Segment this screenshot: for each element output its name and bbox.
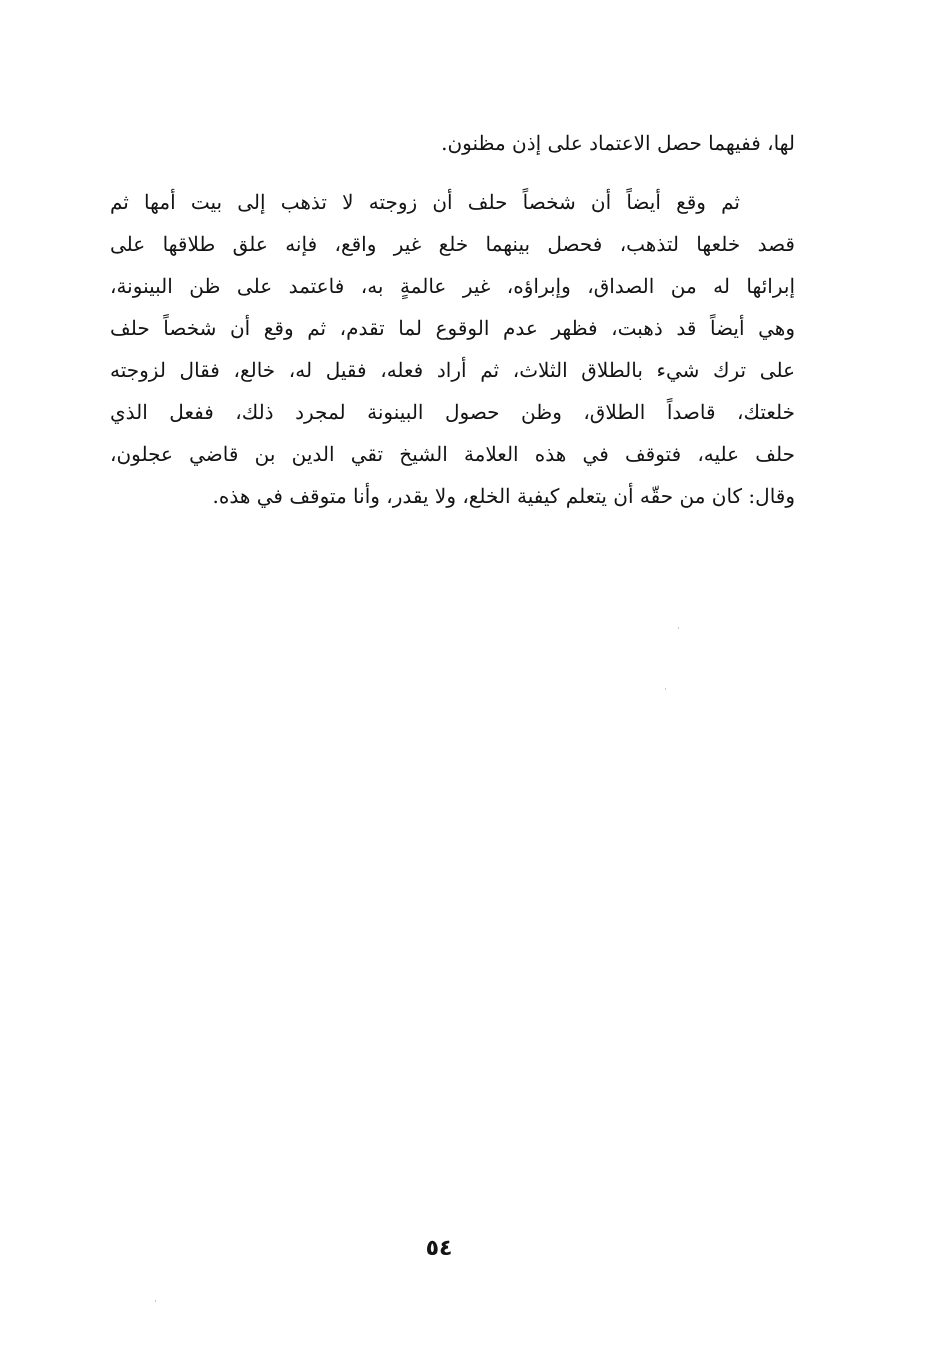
text-line: خلعتك، قاصداً الطلاق، وظن حصول البينونة لمجرد ذلك، ففعل الذي [110,400,795,424]
text-line: ثم وقع أيضاً أن شخصاً حلف أن زوجته لا تذهب إلى بيت أمها ثم [110,190,740,214]
scan-speck [155,1300,156,1302]
text-line: قصد خلعها لتذهب، فحصل بينهما خلع غير واقع، فإنه علق طلاقها على [110,232,795,256]
text-line: حلف عليه، فتوقف في هذه العلامة الشيخ تقي الدين بن قاضي عجلون، [110,442,795,466]
text-line: إبرائها له من الصداق، وإبراؤه، غير عالمةٍ به، فاعتمد على ظن البينونة، [110,274,795,298]
text-line: وقال: كان من حقّه أن يتعلم كيفية الخلع، ولا يقدر، وأنا متوقف في هذه. [212,484,795,508]
scan-speck [665,688,666,690]
text-line: على ترك شيء بالطلاق الثلاث، ثم أراد فعله، فقيل له، خالع، فقال لزوجته [110,358,795,382]
paragraph-1 [110,122,795,164]
text-line: وهي أيضاً قد ذهبت، فظهر عدم الوقوع لما تقدم، ثم وقع أن شخصاً حلف [110,316,795,340]
paragraph-2 [110,181,795,517]
page-number: ٥٤ [425,1236,453,1261]
text-line: لها، ففيهما حصل الاعتماد على إذن مظنون. [441,131,795,155]
scan-speck [678,627,679,629]
